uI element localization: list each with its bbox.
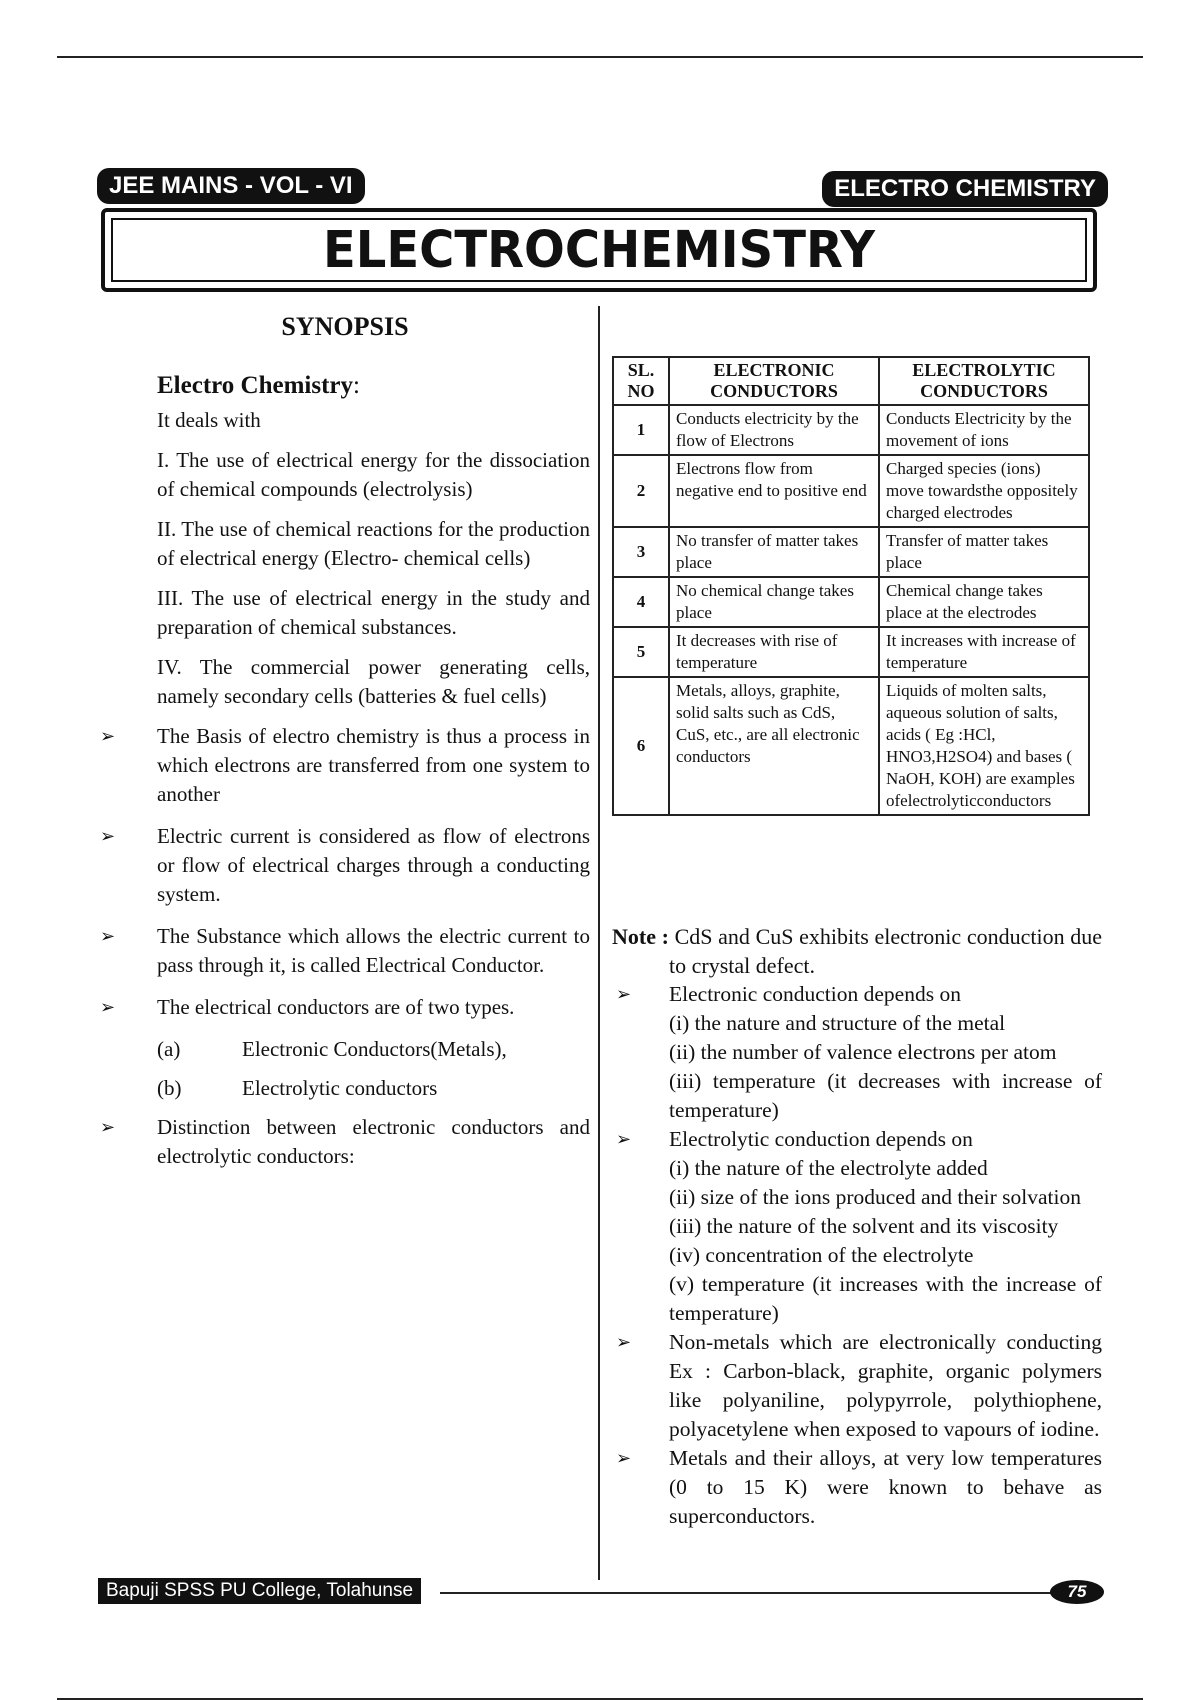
list-item: II. The use of chemical reactions for the production of electrical energy (Electro- chemical cells) <box>157 517 590 570</box>
right-column <box>612 922 1102 1531</box>
list-item: (i) the nature of the electrolyte added <box>669 1156 988 1180</box>
list-item: III. The use of electrical energy in the study and preparation of chemical substances. <box>157 586 590 639</box>
arrow-bullet-icon: ➢ <box>100 726 116 747</box>
arrow-bullet-icon: ➢ <box>616 1332 632 1353</box>
list-item: (ii) the number of valence electrons per atom <box>669 1040 1057 1064</box>
bullet-item: ➢ Non-metals which are electronically conducting Ex : Carbon-black, graphite, organic polymers like polyaniline, polypyrrole, polythiophene, polyacetylene when exposed to vapours of iodine. <box>616 1330 1102 1441</box>
list-item: (iii) the nature of the solvent and its viscosity <box>669 1214 1059 1238</box>
bullet-item: ➢ The electrical conductors are of two types. <box>100 993 590 1022</box>
list-item: I. The use of electrical energy for the dissociation of chemical compounds (electrolysis) <box>157 448 590 501</box>
footer-rule <box>440 1592 1070 1594</box>
table-header-row <box>613 357 1089 405</box>
page-number: 75 <box>1050 1580 1104 1604</box>
list-item: IV. The commercial power generating cells, namely secondary cells (batteries & fuel cells) <box>157 655 590 708</box>
list-item: (v) temperature (it increases with the increase of temperature) <box>669 1272 1102 1325</box>
volume-tag: JEE MAINS - VOL - VI <box>97 168 365 204</box>
bullet-item: ➢ Distinction between electronic conductors and electrolytic conductors: <box>100 1115 590 1168</box>
section-heading: Electro Chemistry: <box>157 372 360 399</box>
conductor-type: (b) Electrolytic conductors <box>157 1076 438 1100</box>
list-item: (i) the nature and structure of the metal <box>669 1011 1006 1035</box>
chapter-tag: ELECTRO CHEMISTRY <box>822 171 1108 207</box>
arrow-bullet-icon: ➢ <box>100 1117 116 1138</box>
bullet-item: ➢ Metals and their alloys, at very low temperatures (0 to 15 K) were known to behave as superconductors. <box>616 1446 1102 1528</box>
list-item: (iv) concentration of the electrolyte <box>669 1243 974 1267</box>
table-row: 2 Electrons flow from negative end to positive end Charged species (ions) move towardsthe oppositely charged electrodes <box>613 455 1089 527</box>
bullet-item: ➢ Electric current is considered as flow of electrons or flow of electrical charges through a conducting system. <box>100 824 590 906</box>
title-box <box>101 208 1097 292</box>
page-title: ELECTROCHEMISTRY <box>322 220 876 280</box>
college-footer: Bapuji SPSS PU College, Tolahunse <box>98 1578 421 1604</box>
comparison-table <box>612 356 1090 816</box>
arrow-bullet-icon: ➢ <box>100 826 116 847</box>
column-divider <box>598 306 600 1580</box>
arrow-bullet-icon: ➢ <box>100 997 116 1018</box>
synopsis-heading: SYNOPSIS <box>281 312 409 341</box>
intro-text: It deals with <box>157 408 261 432</box>
table-row: 3 No transfer of matter takes place Transfer of matter takes place <box>613 527 1089 577</box>
table-row: 6 Metals, alloys, graphite, solid salts such as CdS, CuS, etc., are all electronic conductors Liquids of molten salts, aqueous solution of salts, acids ( Eg :HCl, HNO3,H2SO4) and bases ( NaOH, KOH) are examples ofelectrolyticconductors <box>613 677 1089 815</box>
list-item: (iii) temperature (it decreases with increase of temperature) <box>669 1069 1102 1122</box>
table-row: 4 No chemical change takes place Chemical change takes place at the electrodes <box>613 577 1089 627</box>
bullet-item: ➢ Electronic conduction depends on <box>612 980 1102 1009</box>
bullet-item: ➢ The Substance which allows the electric current to pass through it, is called Electrical Conductor. <box>100 924 590 977</box>
arrow-bullet-icon: ➢ <box>616 1129 632 1150</box>
table-row: 5 It decreases with rise of temperature It increases with increase of temperature <box>613 627 1089 677</box>
list-item: (ii) size of the ions produced and their solvation <box>669 1185 1081 1209</box>
note: Note : CdS and CuS exhibits electronic conduction due to crystal defect. <box>612 924 1102 978</box>
header-sl-no: SL. NO <box>613 357 669 405</box>
table-row: 1 Conducts electricity by the flow of Electrons Conducts Electricity by the movement of ions <box>613 405 1089 455</box>
bullet-item: ➢ The Basis of electro chemistry is thus a process in which electrons are transferred from one system to another <box>100 724 590 806</box>
arrow-bullet-icon: ➢ <box>616 984 632 1005</box>
top-rule <box>57 56 1143 58</box>
arrow-bullet-icon: ➢ <box>100 926 116 947</box>
bullet-item: ➢ Electrolytic conduction depends on <box>612 1125 1102 1154</box>
header-electrolytic: ELECTROLYTIC CONDUCTORS <box>879 357 1089 405</box>
header-electronic: ELECTRONIC CONDUCTORS <box>669 357 879 405</box>
conductor-type: (a) Electronic Conductors(Metals), <box>157 1037 507 1061</box>
left-column <box>100 312 590 1184</box>
arrow-bullet-icon: ➢ <box>616 1448 632 1469</box>
